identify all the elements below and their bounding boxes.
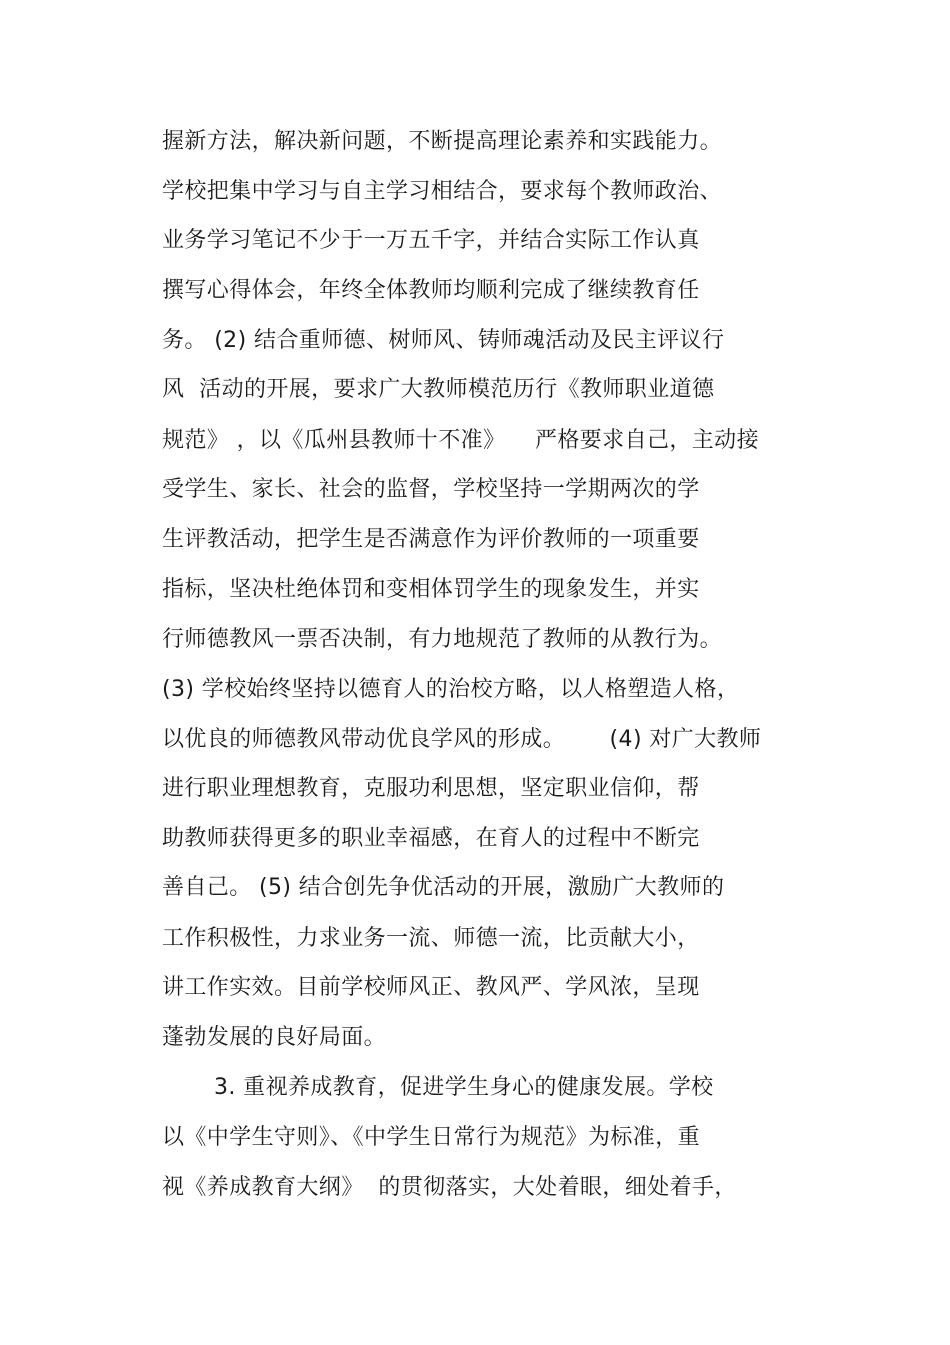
text-line: (3) 学校始终坚持以德育人的治校方略，以人格塑造人格，: [162, 677, 740, 702]
text-line: 善自己。 (5) 结合创先争优活动的开展，激励广大教师的: [162, 875, 725, 900]
text-line: 以优良的师德教风带动优良学风的形成。 (4) 对广大教师: [162, 727, 762, 752]
text-line: 蓬勃发展的良好局面。: [162, 1025, 387, 1050]
text-line: 撰写心得体会，年终全体教师均顺利完成了继续教育任: [162, 278, 700, 303]
text-line: 行师德教风一票否决制，有力地规范了教师的从教行为。: [162, 627, 723, 652]
text-line: 生评教活动，把学生是否满意作为评价教师的一项重要: [162, 527, 700, 552]
text-line: 工作积极性，力求业务一流、师德一流，比贡献大小，: [162, 926, 700, 951]
text-line: 风 活动的开展，要求广大教师模范历行《教师职业道德: [162, 377, 715, 402]
text-line: 讲工作实效。目前学校师风正、教风严、学风浓，呈现: [162, 975, 700, 1000]
text-line: 握新方法，解决新问题，不断提高理论素养和实践能力。: [162, 129, 723, 154]
text-line: 以《中学生守则》、《中学生日常行为规范》为标准，重: [162, 1125, 701, 1150]
text-line: 务。 (2) 结合重师德、树师风、铸师魂活动及民主评议行: [162, 328, 725, 353]
text-line: 学校把集中学习与自主学习相结合，要求每个教师政治、: [162, 179, 723, 204]
text-line: 规范》 ，以《瓜州县教师十不准》 严格要求自己，主动接: [162, 428, 759, 453]
text-line: 受学生、家长、社会的监督，学校坚持一学期两次的学: [162, 477, 700, 502]
text-line: 视《养成教育大纲》 的贯彻落实，大处着眼，细处着手，: [162, 1175, 737, 1200]
text-line: 助教师获得更多的职业幸福感，在育人的过程中不断完: [162, 826, 700, 851]
section-heading-line: 3. 重视养成教育，促进学生身心的健康发展。学校: [214, 1075, 714, 1100]
text-line: 指标，坚决杜绝体罚和变相体罚学生的现象发生，并实: [162, 577, 700, 602]
text-line: 进行职业理想教育，克服功利思想，坚定职业信仰，帮: [162, 776, 700, 801]
text-line: 业务学习笔记不少于一万五千字，并结合实际工作认真: [162, 228, 700, 253]
